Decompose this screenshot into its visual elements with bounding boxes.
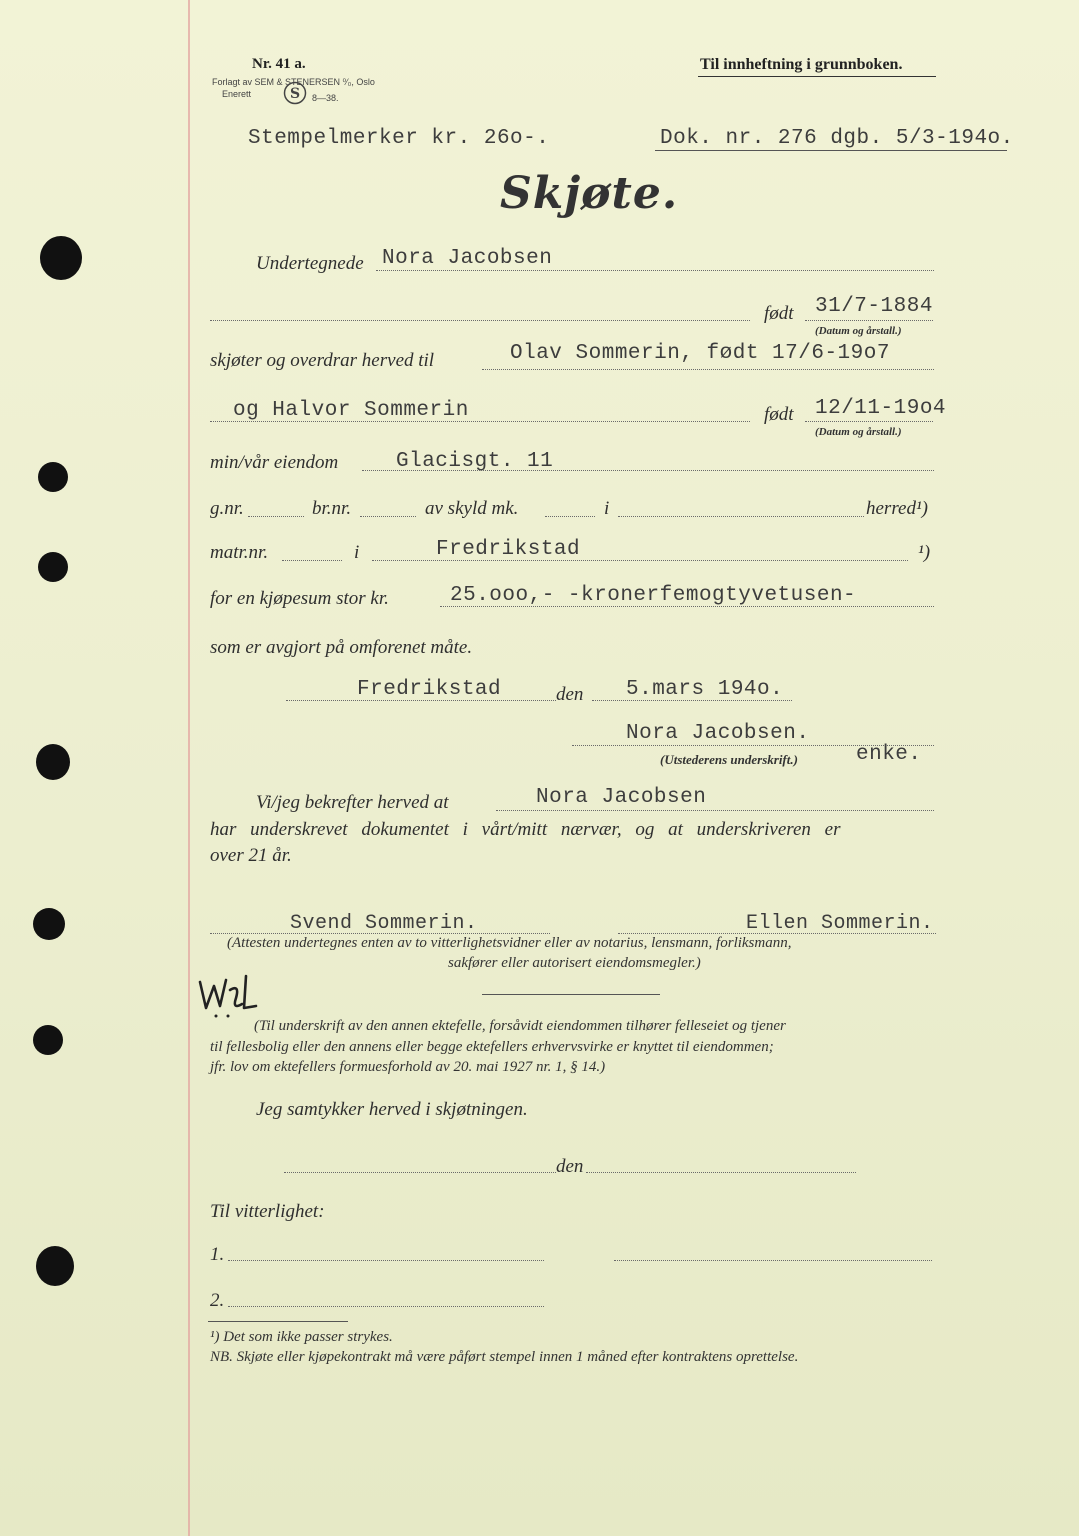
blank-line xyxy=(210,320,750,321)
binding-note: Til innheftning i grunnboken. xyxy=(700,56,903,73)
confirm-value: Nora Jacobsen xyxy=(536,786,707,809)
spouse-note: jfr. lov om ektefellers formuesforhold av 20. mai 1927 nr. 1, § 14.) xyxy=(210,1059,606,1075)
footnote-nb: NB. Skjøte eller kjøpekontrakt må være påført stempel innen 1 måned efter kontraktens oprettelse. xyxy=(210,1349,799,1365)
price-line xyxy=(440,606,934,607)
punch-hole-icon xyxy=(38,552,68,582)
punch-hole-icon xyxy=(38,462,68,492)
transfer-value: Olav Sommerin, født 17/6-19o7 xyxy=(510,342,890,365)
witness-number: 1. xyxy=(210,1244,225,1265)
confirm-label: Vi/jeg bekrefter herved at xyxy=(256,792,449,813)
binding-note-underline xyxy=(698,76,936,77)
consent-place-line xyxy=(284,1172,556,1173)
born-line xyxy=(805,320,933,321)
publisher-logo xyxy=(283,81,307,105)
publisher-line: Forlagt av SEM & STENERSEN ⁰⁄₀, Oslo xyxy=(212,77,375,87)
brnr-label: br.nr. xyxy=(312,498,352,519)
undersigned-label: Undertegnede xyxy=(256,253,364,274)
witness-signature-line xyxy=(228,1260,544,1261)
witness-number: 2. xyxy=(210,1290,225,1311)
born-value: 31/7-1884 xyxy=(815,295,933,318)
skyld-label: av skyld mk. xyxy=(425,498,519,519)
spouse-note: (Til underskrift av den annen ektefelle, forsåvidt eiendommen tilhører felleseiet og tjener xyxy=(254,1018,786,1034)
herred-line xyxy=(618,516,864,517)
punch-hole-icon xyxy=(33,1025,63,1055)
matr-label: matr.nr. xyxy=(210,542,269,563)
i-label: i xyxy=(354,542,360,563)
svg-text:S: S xyxy=(289,86,301,102)
consent-den-label: den xyxy=(556,1156,584,1177)
matr-place-value: Fredrikstad xyxy=(436,538,581,561)
footnote-divider xyxy=(208,1321,348,1322)
witness-line-1 xyxy=(210,933,550,934)
date-value: 5.mars 194o. xyxy=(626,678,784,701)
handwritten-initials xyxy=(196,968,258,1020)
undersigned-line xyxy=(376,270,934,271)
property-value: Glacisgt. 11 xyxy=(396,450,554,473)
matr-line xyxy=(282,560,342,561)
witness-signature-1: Svend Sommerin. xyxy=(290,912,478,935)
issuer-signature: Nora Jacobsen. xyxy=(626,722,810,745)
signature-suffix: enke. xyxy=(856,743,922,766)
born-value: 12/11-19o4 xyxy=(815,397,947,420)
spouse-signature-line xyxy=(482,994,660,995)
date-hint: (Datum og årstall.) xyxy=(815,426,902,438)
price-value: 25.ooo,- -kronerfemogtyvetusen- xyxy=(450,584,857,607)
second-buyer-value: og Halvor Sommerin xyxy=(233,399,469,422)
born-label: født xyxy=(764,303,794,324)
born-label: født xyxy=(764,404,794,425)
den-label: den xyxy=(556,684,584,705)
property-line xyxy=(362,470,934,471)
i-label: i xyxy=(604,498,610,519)
property-label: min/vår eiendom xyxy=(210,452,339,473)
signature-hint: (Utstederens underskrift.) xyxy=(660,752,798,767)
consent-date-line xyxy=(586,1172,856,1173)
confirm-text: har underskrevet dokumentet i vårt/mitt nærvær, og at underskriveren er xyxy=(210,819,841,840)
confirm-text: over 21 år. xyxy=(210,845,292,866)
gnr-label: g.nr. xyxy=(210,498,244,519)
publisher-date: 8—38. xyxy=(312,93,339,103)
spouse-note: til fellesbolig eller den annens eller begge ektefellers erhvervsvirke er knyttet til eiendommen; xyxy=(210,1039,774,1055)
born-line xyxy=(805,421,933,422)
place-line xyxy=(286,700,556,701)
witness-heading: Til vitterlighet: xyxy=(210,1201,325,1222)
second-buyer-line xyxy=(210,421,750,422)
document-number: Dok. nr. 276 dgb. 5/3-194o. xyxy=(660,127,1014,150)
date-hint: (Datum og årstall.) xyxy=(815,325,902,337)
matr-place-line xyxy=(372,560,908,561)
punch-hole-icon xyxy=(40,236,82,280)
transfer-label: skjøter og overdrar herved til xyxy=(210,350,435,371)
date-line xyxy=(592,700,792,701)
attest-note: sakfører eller autorisert eiendomsmegler.) xyxy=(448,955,701,971)
punch-hole-icon xyxy=(36,744,70,780)
skyld-line xyxy=(545,516,595,517)
witness-line-2 xyxy=(618,933,936,934)
price-label: for en kjøpesum stor kr. xyxy=(210,588,389,609)
punch-hole-icon xyxy=(33,908,65,940)
punch-hole-icon xyxy=(36,1246,74,1286)
doc-number-underline xyxy=(655,150,1007,151)
gnr-line xyxy=(248,516,304,517)
witness-signature-line xyxy=(614,1260,932,1261)
margin-line xyxy=(188,0,190,1536)
place-value: Fredrikstad xyxy=(357,678,502,701)
witness-signature-2: Ellen Sommerin. xyxy=(746,912,934,935)
confirm-line xyxy=(496,810,934,811)
footnote-mark: ¹) xyxy=(918,542,931,563)
attest-note: (Attesten undertegnes enten av to vitterlighetsvidner eller av notarius, lensmann, forliksmann, xyxy=(227,935,792,951)
form-number: Nr. 41 a. xyxy=(252,56,306,72)
consent-text: Jeg samtykker herved i skjøtningen. xyxy=(256,1099,528,1120)
undersigned-value: Nora Jacobsen xyxy=(382,247,553,270)
page-title: Skjøte. xyxy=(500,168,679,219)
stamp-fee: Stempelmerker kr. 26o-. xyxy=(248,127,550,150)
footnote: ¹) Det som ikke passer strykes. xyxy=(210,1329,393,1345)
publisher-rights: Enerett xyxy=(222,89,252,99)
brnr-line xyxy=(360,516,416,517)
witness-signature-line xyxy=(228,1306,544,1307)
herred-label: herred¹) xyxy=(866,498,928,519)
transfer-line xyxy=(482,369,934,370)
settled-text: som er avgjort på omforenet måte. xyxy=(210,637,473,658)
